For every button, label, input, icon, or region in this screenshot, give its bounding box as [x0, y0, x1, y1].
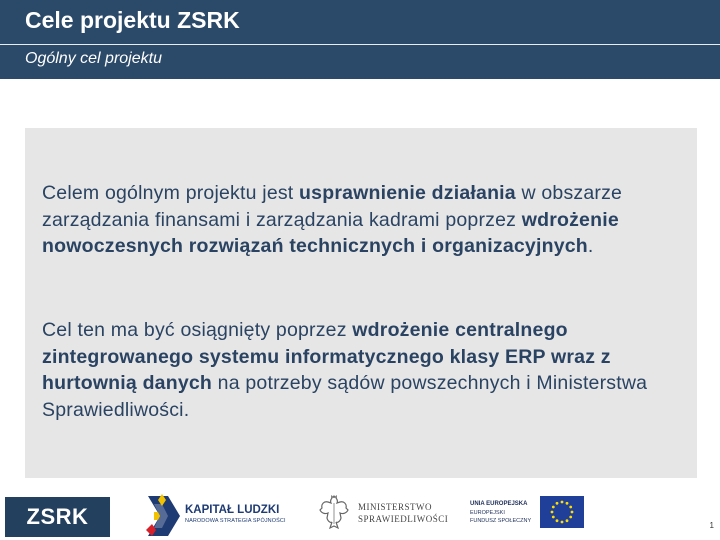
- eu-flag-icon: [540, 496, 584, 528]
- body-text: na potrzeby sądów powszechnych i Ministerstwa Sprawiedliwości.: [42, 372, 648, 421]
- polish-eagle-emblem-icon: [318, 494, 350, 532]
- ministerstwo-line2: SPRAWIEDLIWOŚCI: [358, 514, 449, 524]
- body-text: Cel ten ma być osiągnięty poprzez: [42, 319, 353, 341]
- zsrk-logo: ZSRK: [5, 497, 110, 537]
- emphasized-text: wdrożenie centralnego zintegrowanego systemu informatycznego klasy ERP wraz z hurtownią danych: [42, 319, 611, 394]
- ministerstwo-line1: MINISTERSTWO: [358, 502, 432, 512]
- emphasized-text: wdrożenie nowoczesnych rozwiązań technicznych i organizacyjnych: [42, 208, 619, 257]
- eu-label: UNIA EUROPEJSKA: [470, 501, 528, 507]
- body-text: Celem ogólnym projektu jest: [42, 182, 300, 204]
- eu-fund-line2: FUNDUSZ SPOŁECZNY: [470, 518, 532, 524]
- paragraph-goal: [42, 180, 692, 260]
- page-number: 1: [709, 521, 714, 530]
- paragraph-means: [42, 317, 692, 423]
- body-text: w obszarze zarządzania finansami i zarządzania kadrami poprzez: [42, 182, 623, 231]
- kapital-ludzki-subtitle: NARODOWA STRATEGIA SPÓJNOŚCI: [185, 518, 286, 524]
- kapital-ludzki-title: KAPITAŁ LUDZKI: [185, 504, 280, 516]
- header-divider: [0, 44, 720, 45]
- body-text: .: [587, 235, 594, 257]
- emphasized-text: usprawnienie działania: [299, 182, 516, 204]
- eu-fund-line1: EUROPEJSKI: [470, 510, 505, 516]
- slide-subtitle: Ogólny cel projektu: [25, 50, 162, 67]
- slide-title: Cele projektu ZSRK: [25, 7, 240, 33]
